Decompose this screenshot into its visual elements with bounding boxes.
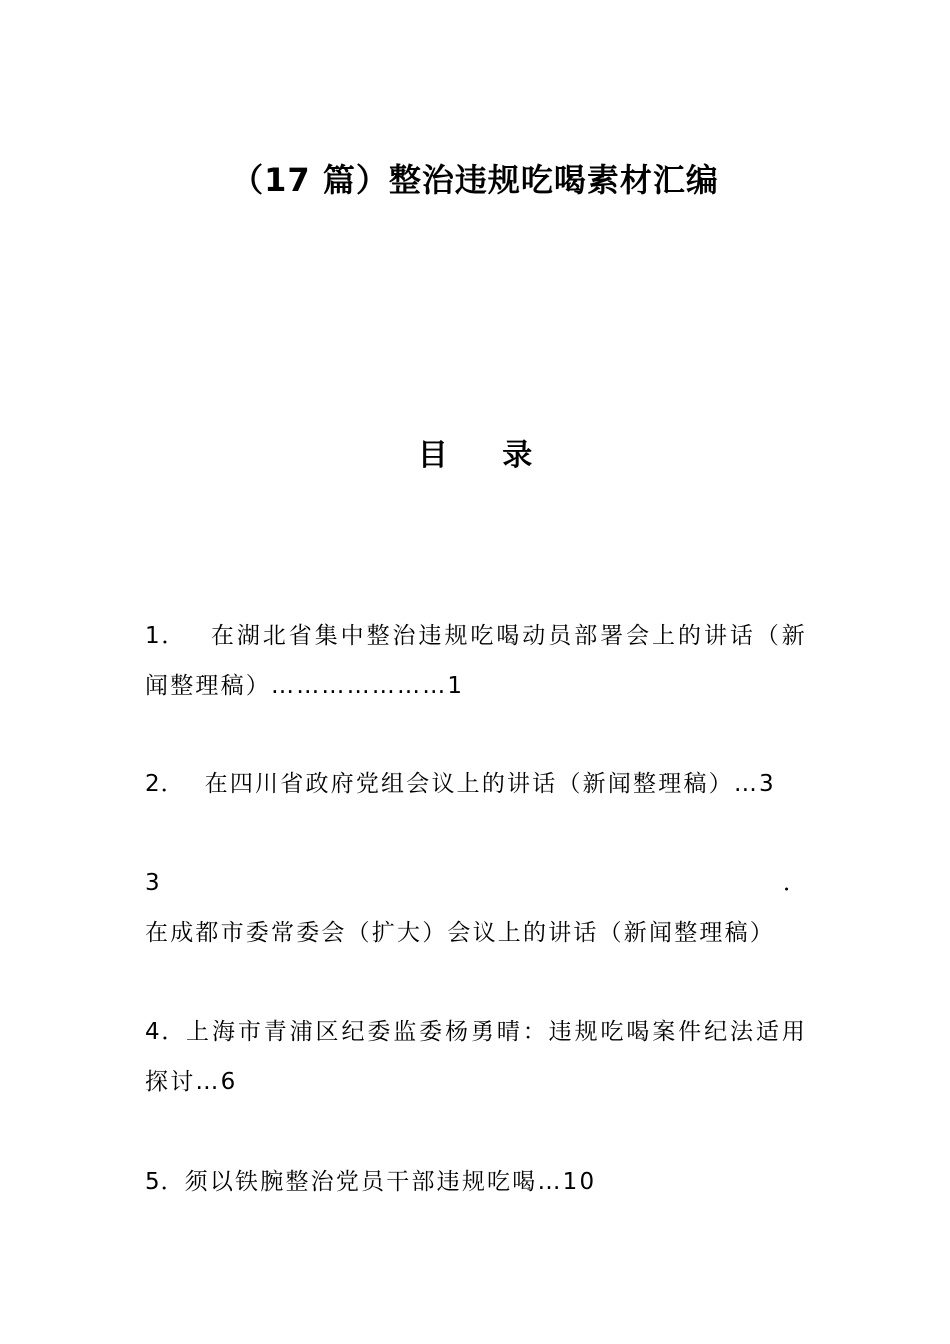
toc-entry[interactable] [145, 611, 807, 711]
toc-entry-title: 在湖北省集中整治违规吃喝动员部署会上的讲话（新闻整理稿）………………… [145, 623, 807, 699]
toc-entry-number: 2． [145, 771, 185, 797]
toc-entry[interactable] [145, 858, 807, 958]
toc-entry-page: 10 [562, 1169, 597, 1195]
toc-entry-page: 6 [220, 1069, 238, 1095]
toc-entry-title: 上海市青浦区纪委监委杨勇晴：违规吃喝案件纪法适用探讨… [145, 1019, 807, 1095]
toc-entry-number: 5． [145, 1169, 185, 1195]
toc-entry-number: 4． [145, 1019, 187, 1045]
document-title: （17 篇）整治违规吃喝素材汇编 [231, 161, 719, 199]
toc-entry-number: 3． [145, 870, 807, 896]
toc-entry-title: 须以铁腕整治党员干部违规吃喝… [184, 1169, 563, 1195]
toc-entry-page: 3 [759, 771, 776, 797]
toc-entry[interactable] [145, 1157, 807, 1207]
toc-entry-page: 1 [447, 673, 465, 699]
toc-entry[interactable] [145, 1007, 807, 1107]
toc-heading: 目 录 [417, 438, 555, 473]
toc-entry-title: 在四川省政府党组会议上的讲话（新闻整理稿）… [204, 771, 760, 797]
toc-entry-title: 在成都市委常委会（扩大）会议上的讲话（新闻整理稿） [145, 920, 775, 946]
toc-entry[interactable] [145, 759, 807, 809]
toc-entry-number: 1． [145, 623, 187, 649]
